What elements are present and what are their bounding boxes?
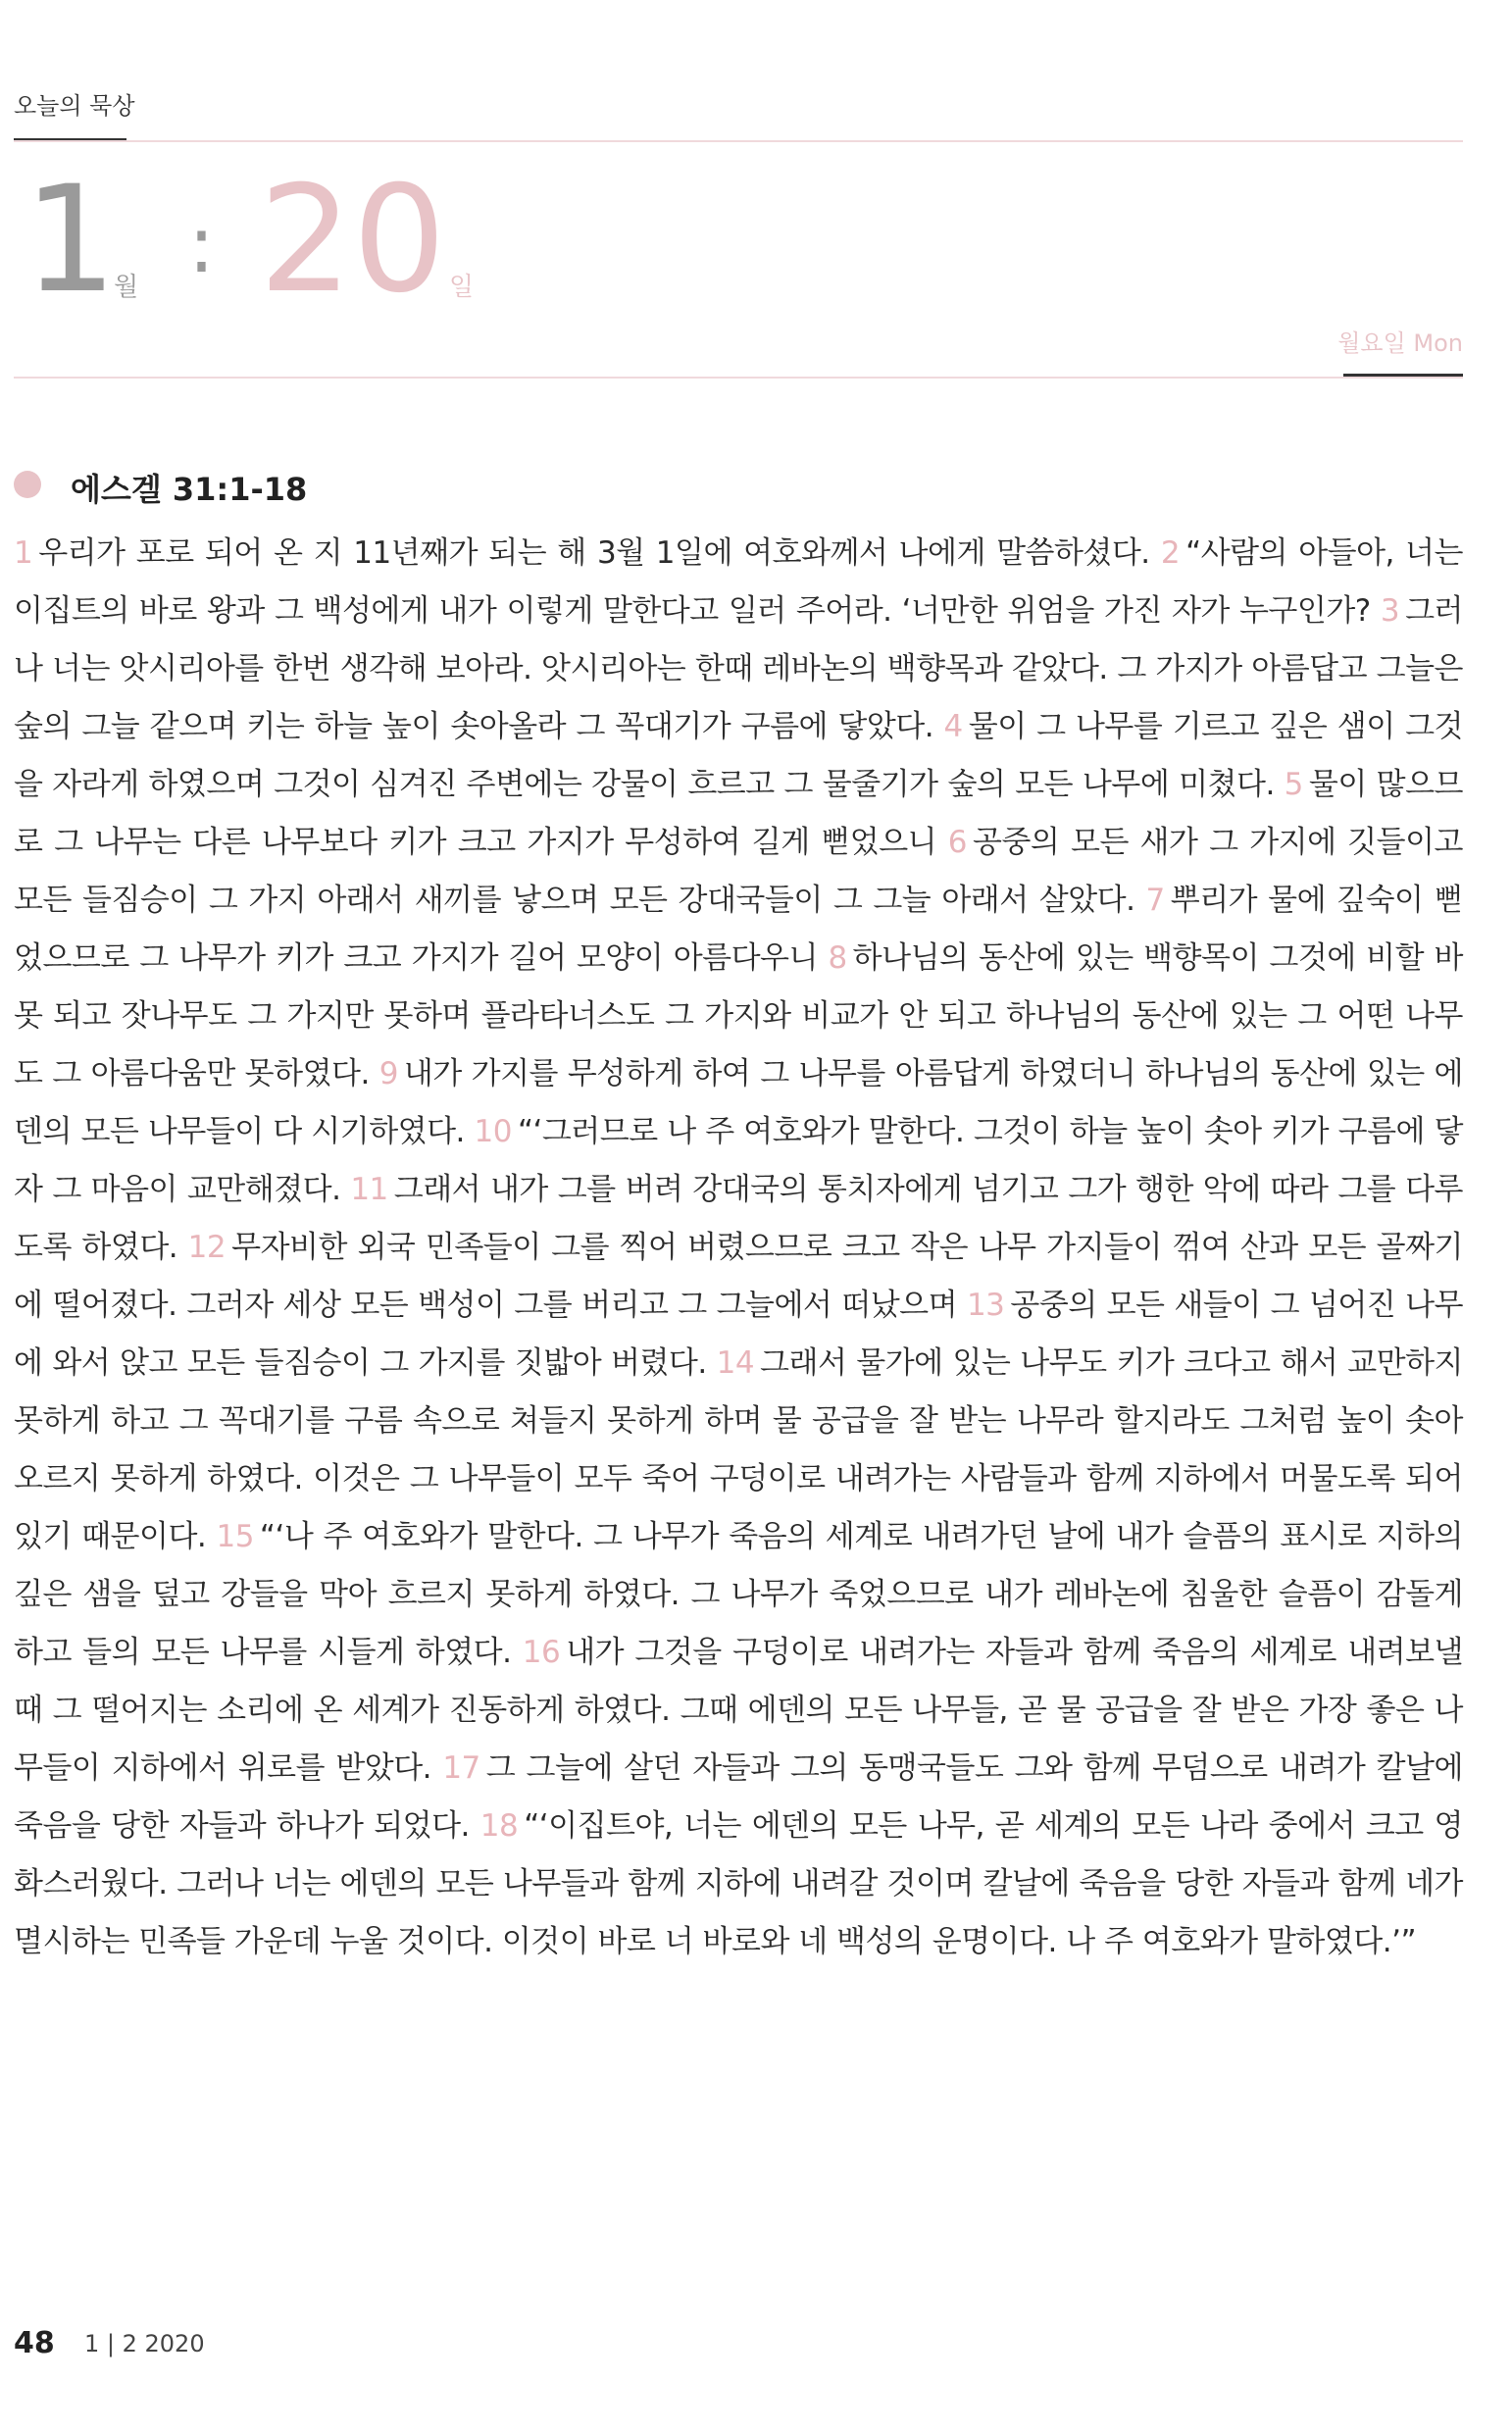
verse-number: 1	[14, 535, 33, 571]
verse-text: 그래서 물가에 있는 나무도 키가 크다고 해서 교만하지 못하게 하고 그 꼭대기를 구름 속으로 쳐들지 못하게 하며 물 공급을 잘 받는 나무라 할지라도 그처럼 높이 솟아오르지 못하게 하였다. 이것은 그 나무들이 모두 죽어 구덩이로 내려가는 사람들과 함께 지하에서 머물도록 되어 있기 때문이다.	[14, 1345, 1463, 1554]
date-separator: :	[188, 199, 215, 290]
day-unit: 일	[449, 273, 475, 302]
verse-number: 9	[378, 1056, 398, 1091]
verse-number: 14	[716, 1345, 755, 1381]
verse-number: 4	[943, 709, 963, 744]
date-display	[14, 155, 1463, 326]
scripture-passage	[14, 525, 1463, 1971]
verse-number: 11	[350, 1172, 388, 1207]
verse-text: “‘나 주 여호와가 말한다. 그 나무가 죽음의 세계로 내려가던 날에 내가 슬픔의 표시로 지하의 깊은 샘을 덮고 강들을 막아 흐르지 못하게 하였다. 그 나무가 죽었으므로 내가 레바논에 침울한 슬픔이 감돌게 하고 들의 모든 나무를 시들게 하였다.	[14, 1519, 1463, 1670]
month-number: 1	[24, 155, 118, 326]
verse-number: 8	[828, 940, 847, 976]
day-number: 20	[259, 155, 446, 326]
verse-text: 공중의 모든 새가 그 가지에 깃들이고 모든 들짐승이 그 가지 아래서 새끼를 낳으며 모든 강대국들이 그 그늘 아래서 살았다.	[14, 825, 1463, 918]
verse-number: 10	[474, 1114, 512, 1149]
verse-text: 무자비한 외국 민족들이 그를 찍어 버렸으므로 크고 작은 나무 가지들이 꺾여 산과 모든 골짜기에 떨어졌다. 그러자 세상 모든 백성이 그를 버리고 그 그늘에서 떠났으며	[14, 1230, 1464, 1323]
top-divider	[14, 140, 1463, 142]
verse-number: 2	[1160, 535, 1181, 571]
verse-number: 6	[947, 825, 967, 860]
verse-text: “‘그러므로 나 주 여호와가 말한다. 그것이 하늘 높이 솟아 키가 구름에 닿자 그 마음이 교만해졌다.	[14, 1114, 1464, 1207]
verse-text: 물이 많으므로 그 나무는 다른 나무보다 키가 크고 가지가 무성하여 길게 뻗었으니	[14, 767, 1463, 860]
verse-number: 12	[187, 1230, 227, 1265]
verse-text: 하나님의 동산에 있는 백향목이 그것에 비할 바 못 되고 잣나무도 그 가지만 못하며 플라타너스도 그 가지와 비교가 안 되고 하나님의 동산에 있는 그 어떤 나무도 그 아름다움만 못하였다.	[14, 940, 1463, 1091]
verse-number: 18	[479, 1808, 519, 1844]
verse-text: 내가 그것을 구덩이로 내려가는 자들과 함께 죽음의 세계로 내려보낼 때 그 떨어지는 소리에 온 세계가 진동하게 하였다. 그때 에덴의 모든 나무들, 곧 물 공급을 잘 받은 가장 좋은 나무들이 지하에서 위로를 받았다.	[14, 1635, 1463, 1786]
month-unit: 월	[114, 273, 139, 302]
verse-text: 그 그늘에 살던 자들과 그의 동맹국들도 그와 함께 무덤으로 내려가 칼날에 죽음을 당한 자들과 하나가 되었다.	[14, 1750, 1464, 1844]
verse-text: 그러나 너는 앗시리아를 한번 생각해 보아라. 앗시리아는 한때 레바논의 백향목과 같았다. 그 가지가 아름답고 그늘은 숲의 그늘 같으며 키는 하늘 높이 솟아올라 그 꼭대기가 구름에 닿았다.	[14, 593, 1464, 744]
verse-number: 7	[1145, 883, 1165, 918]
header-divider	[14, 377, 1463, 379]
issue-label: 1 | 2 2020	[84, 2330, 205, 2357]
page-number: 48	[14, 2326, 55, 2360]
verse-text: “‘이집트야, 너는 에덴의 모든 나무, 곧 세계의 모든 나라 중에서 크고 영화스러웠다. 그러나 너는 에덴의 모든 나무들과 함께 지하에 내려갈 것이며 칼날에 죽음을 당한 자들과 함께 네가 멸시하는 민족들 가운데 누울 것이다. 이것이 바로 너 바로와 네 백성의 운명이다. 나 주 여호와가 말하였다.’”	[14, 1808, 1464, 1959]
verse-text: 그래서 내가 그를 버려 강대국의 통치자에게 넘기고 그가 행한 악에 따라 그를 다루도록 하였다.	[14, 1172, 1463, 1265]
verse-text: 공중의 모든 새들이 그 넘어진 나무에 와서 앉고 모든 들짐승이 그 가지를 짓밟아 버렸다.	[14, 1288, 1464, 1381]
section-label: 오늘의 묵상	[14, 92, 135, 120]
scripture-reference: 에스겔 31:1-18	[71, 471, 308, 508]
verse-number: 5	[1284, 767, 1303, 802]
verse-text: 물이 그 나무를 기르고 깊은 샘이 그것을 자라게 하였으며 그것이 심겨진 주변에는 강물이 흐르고 그 물줄기가 숲의 모든 나무에 미쳤다.	[14, 709, 1463, 802]
verse-number: 13	[966, 1288, 1005, 1323]
verse-text: 우리가 포로 되어 온 지 11년째가 되는 해 3월 1일에 여호와께서 나에게 말씀하셨다.	[38, 535, 1150, 571]
verse-text: “사람의 아들아, 너는 이집트의 바로 왕과 그 백성에게 내가 이렇게 말한다고 일러 주어라. ‘너만한 위엄을 가진 자가 누구인가?	[14, 535, 1463, 629]
weekday-label: 월요일 Mon	[1337, 329, 1463, 357]
verse-number: 15	[216, 1519, 254, 1554]
bullet-dot-icon	[14, 471, 41, 498]
verse-number: 3	[1380, 593, 1400, 629]
verse-text: 뿌리가 물에 깊숙이 뻗었으므로 그 나무가 키가 크고 가지가 길어 모양이 아름다우니	[14, 883, 1463, 976]
verse-number: 17	[442, 1750, 480, 1786]
verse-number: 16	[522, 1635, 561, 1670]
verse-text: 내가 가지를 무성하게 하여 그 나무를 아름답게 하였더니 하나님의 동산에 있는 에덴의 모든 나무들이 다 시기하였다.	[14, 1056, 1464, 1149]
